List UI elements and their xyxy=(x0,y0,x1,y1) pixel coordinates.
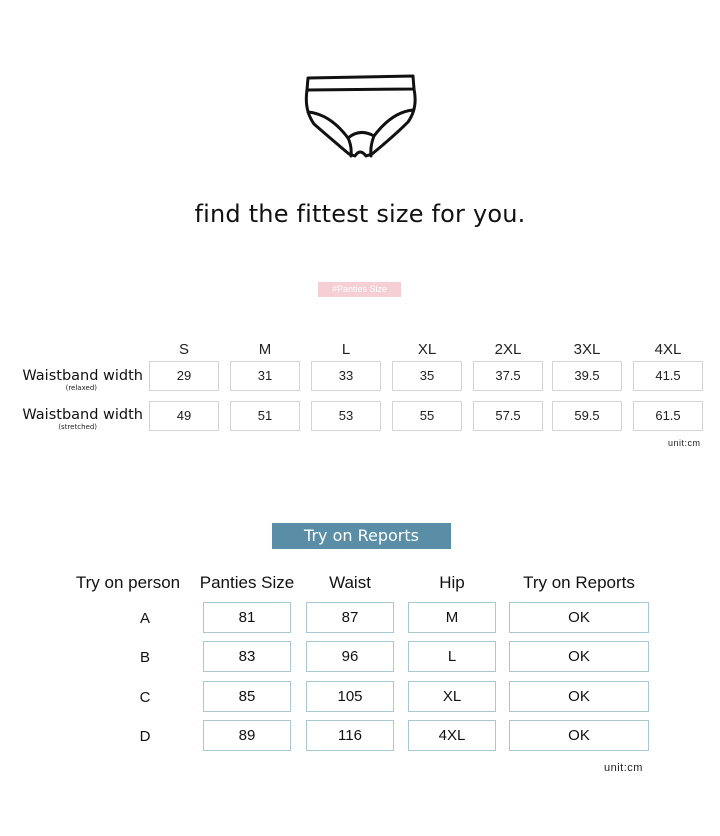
try-on-unit: unit:cm xyxy=(604,762,643,774)
header-hip: Hip xyxy=(439,573,465,592)
size-cell: 55 xyxy=(392,401,462,431)
panties-size-cell: 83 xyxy=(203,641,291,672)
waist-cell: 87 xyxy=(306,602,394,633)
person-label: A xyxy=(139,610,150,627)
size-header: 2XL xyxy=(494,341,522,358)
hip-cell: 4XL xyxy=(408,720,496,751)
size-header: XL xyxy=(417,341,437,358)
page-title: find the fittest size for you. xyxy=(194,200,526,228)
size-header: M xyxy=(258,341,272,358)
size-cell: 57.5 xyxy=(473,401,543,431)
header-try-on-person: Try on person xyxy=(75,573,181,592)
size-row-label xyxy=(0,368,143,392)
hip-cell: L xyxy=(408,641,496,672)
header-panties-size: Panties Size xyxy=(199,573,295,592)
waist-cell: 96 xyxy=(306,641,394,672)
size-cell: 31 xyxy=(230,361,300,391)
size-row-label xyxy=(0,407,143,431)
person-label: C xyxy=(139,689,151,706)
report-cell: OK xyxy=(509,681,649,712)
size-header: 4XL xyxy=(654,341,682,358)
size-chart-tag: #Panties Size xyxy=(318,282,401,297)
size-cell: 61.5 xyxy=(633,401,703,431)
row-label-main: Waistband width xyxy=(22,407,143,423)
size-cell: 37.5 xyxy=(473,361,543,391)
waist-cell: 105 xyxy=(306,681,394,712)
header-try-on-reports: Try on Reports xyxy=(523,573,635,592)
waist-cell: 116 xyxy=(306,720,394,751)
row-label-sub: (relaxed) xyxy=(65,384,97,392)
panties-size-cell: 89 xyxy=(203,720,291,751)
size-cell: 49 xyxy=(149,401,219,431)
header-waist: Waist xyxy=(329,573,371,592)
hip-cell: XL xyxy=(408,681,496,712)
size-cell: 35 xyxy=(392,361,462,391)
row-label-main: Waistband width xyxy=(22,368,143,384)
row-label-sub: (stretched) xyxy=(58,423,97,431)
size-chart-unit: unit:cm xyxy=(668,438,701,448)
panties-size-cell: 85 xyxy=(203,681,291,712)
panties-size-cell: 81 xyxy=(203,602,291,633)
size-cell: 51 xyxy=(230,401,300,431)
report-cell: OK xyxy=(509,602,649,633)
size-cell: 41.5 xyxy=(633,361,703,391)
person-label: D xyxy=(139,728,151,745)
size-cell: 33 xyxy=(311,361,381,391)
panties-icon xyxy=(302,72,420,162)
report-cell: OK xyxy=(509,720,649,751)
size-cell: 29 xyxy=(149,361,219,391)
report-cell: OK xyxy=(509,641,649,672)
hip-cell: M xyxy=(408,602,496,633)
size-header: S xyxy=(178,341,189,358)
size-header: L xyxy=(341,341,351,358)
size-header: 3XL xyxy=(573,341,601,358)
size-cell: 39.5 xyxy=(552,361,622,391)
size-cell: 53 xyxy=(311,401,381,431)
try-on-banner: Try on Reports xyxy=(272,523,451,549)
person-label: B xyxy=(139,649,150,666)
size-cell: 59.5 xyxy=(552,401,622,431)
